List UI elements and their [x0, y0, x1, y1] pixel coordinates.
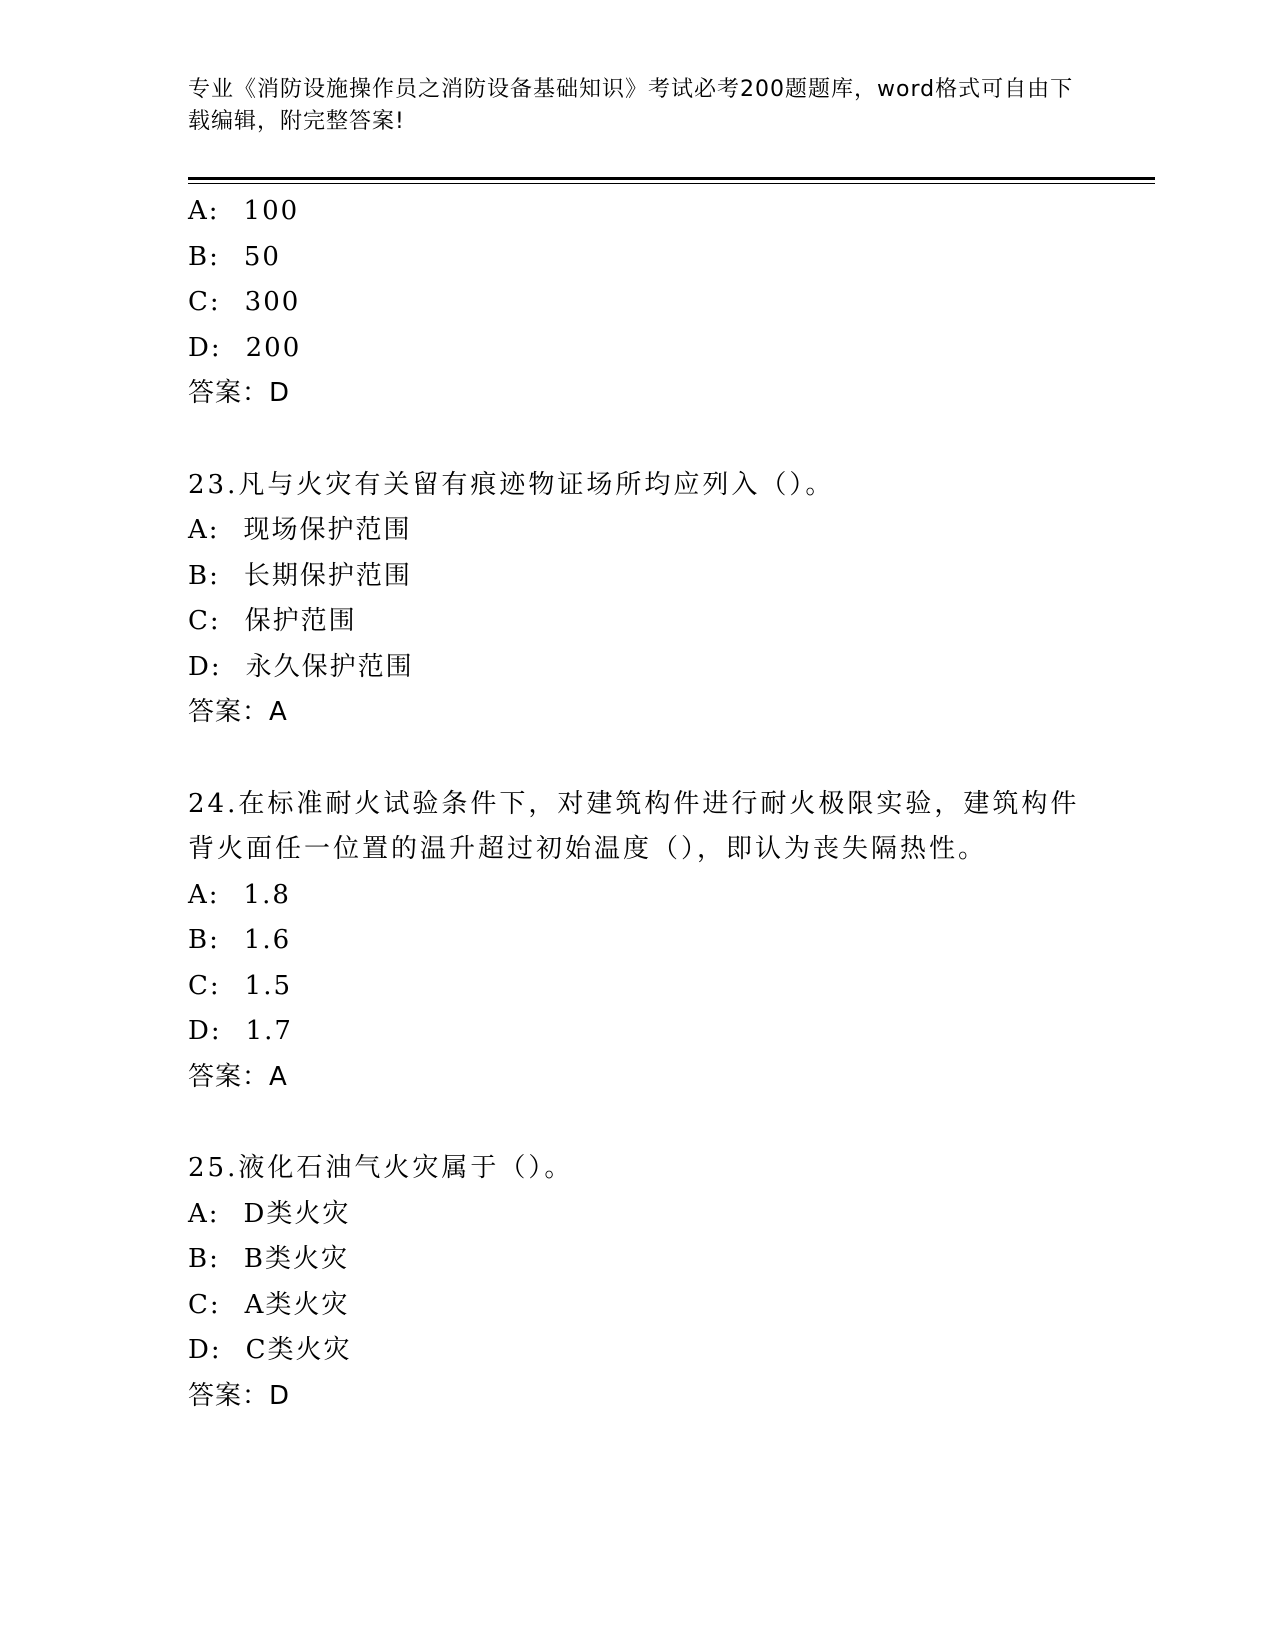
question-22 — [188, 189, 1088, 417]
option-d: D: 1.7 — [188, 1016, 293, 1046]
option-c: C: 1.5 — [188, 970, 293, 1001]
option-a: A: 100 — [188, 196, 300, 226]
option-b: B: 1.6 — [188, 925, 292, 955]
header-rule-thick — [188, 177, 1155, 180]
answer-line: 答案：A — [188, 1061, 288, 1092]
answer-line: 答案：D — [188, 1380, 291, 1411]
option-c: C: A类火灾 — [188, 1289, 350, 1320]
option-a: A: D类火灾 — [188, 1198, 351, 1229]
option-b: B: B类火灾 — [188, 1244, 349, 1274]
option-c: C: 保护范围 — [188, 606, 357, 636]
answer-line: 答案：D — [188, 378, 291, 408]
question-25 — [188, 1146, 1088, 1419]
option-c: C: 300 — [188, 287, 301, 317]
question-24 — [188, 782, 1088, 1101]
question-stem: 25.液化石油气火灾属于（）。 — [188, 1153, 574, 1183]
question-list — [188, 189, 1088, 1465]
document-header: 专业《消防设施操作员之消防设备基础知识》考试必考200题题库，word格式可自由下载编辑，附完整答案! — [188, 77, 1074, 134]
option-d: D: 永久保护范围 — [188, 651, 414, 682]
option-b: B: 50 — [188, 241, 281, 272]
option-d: D: C类火灾 — [188, 1335, 352, 1365]
option-a: A: 现场保护范围 — [188, 515, 412, 545]
header-rule-thin — [188, 183, 1155, 184]
question-stem: 24.在标准耐火试验条件下，对建筑构件进行耐火极限实验，建筑构件背火面任一位置的温升超过初始温度（），即认为丧失隔热性。 — [188, 788, 1080, 864]
answer-line: 答案：A — [188, 697, 288, 727]
option-d: D: 200 — [188, 332, 302, 363]
option-b: B: 长期保护范围 — [188, 560, 412, 591]
option-a: A: 1.8 — [188, 879, 291, 910]
question-stem: 23.凡与火灾有关留有痕迹物证场所均应列入（）。 — [188, 469, 835, 500]
question-23 — [188, 463, 1088, 736]
